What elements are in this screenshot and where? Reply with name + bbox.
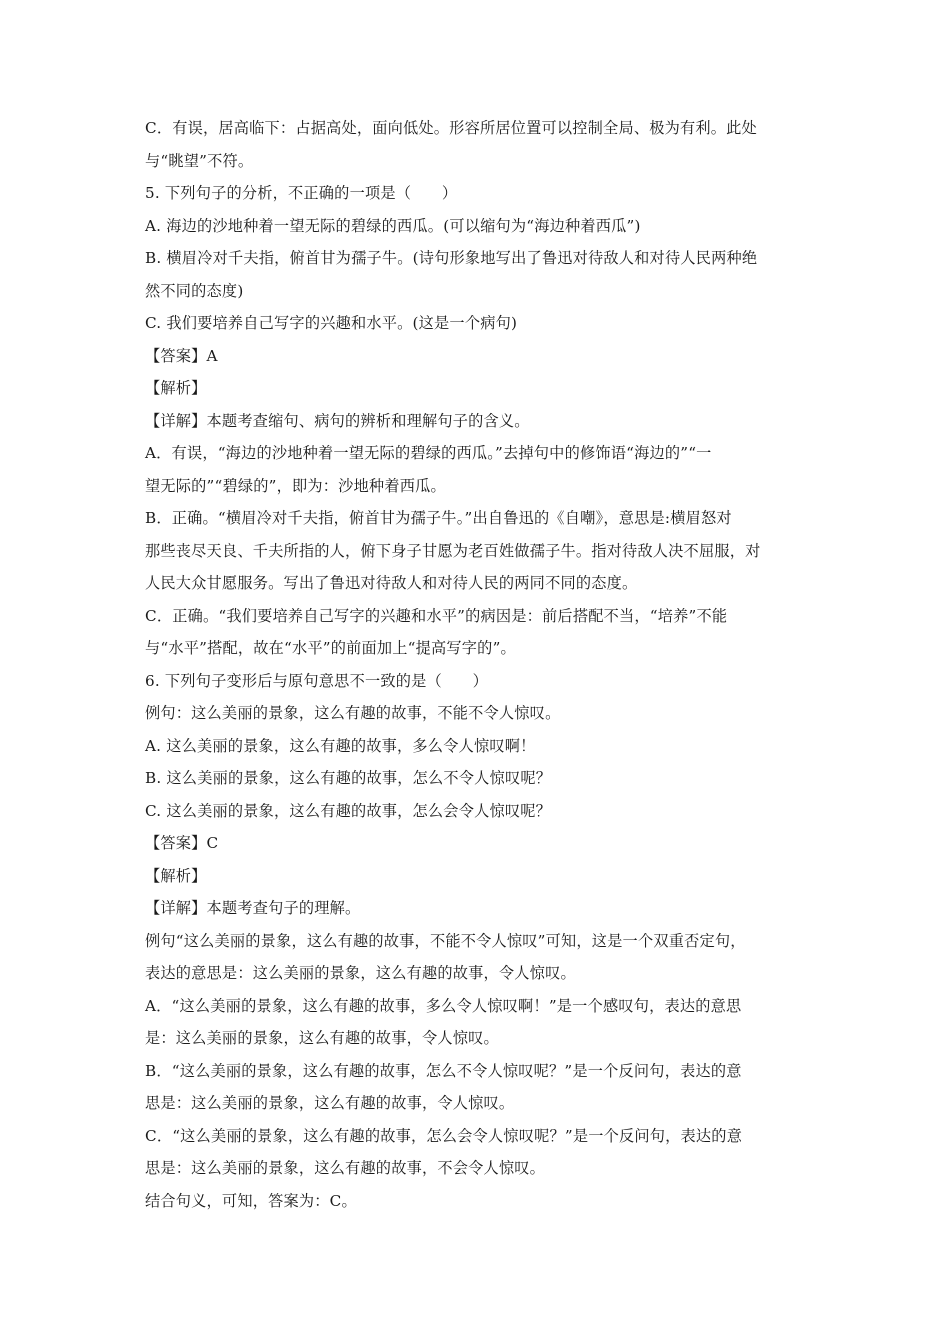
- question-6: 6. 下列句子变形后与原句意思不一致的是（ ）: [145, 671, 489, 690]
- option-c: C. 我们要培养自己写字的兴趣和水平。(这是一个病句): [145, 314, 518, 332]
- text-line: A．“这么美丽的景象，这么有趣的故事，多么令人惊叹啊！”是一个感叹句，表达的意思: [145, 996, 742, 1015]
- text-line: C．有误，居高临下：占据高处，面向低处。形容所居位置可以控制全局、极为有利。此处: [145, 119, 757, 137]
- conclusion: 结合句义，可知，答案为：C。: [145, 1191, 357, 1210]
- answer-label: 【答案】A: [145, 346, 218, 365]
- detail-label: 【详解】本题考查缩句、病句的辨析和理解句子的含义。: [145, 411, 530, 430]
- text-line: 例句“这么美丽的景象，这么有趣的故事，不能不令人惊叹”可知，这是一个双重否定句，: [145, 931, 746, 950]
- analysis-label: 【解析】: [145, 866, 207, 885]
- text-line: 与“水平”搭配，故在“水平”的前面加上“提高写字的”。: [145, 639, 516, 657]
- text-line: 然不同的态度): [145, 281, 244, 300]
- text-line: 与“眺望”不符。: [145, 151, 254, 170]
- text-line: 望无际的”“碧绿的”，即为：沙地种着西瓜。: [145, 476, 446, 495]
- text-line: A．有误，“海边的沙地种着一望无际的碧绿的西瓜。”去掉句中的修饰语“海边的”“一: [145, 444, 712, 462]
- option-c: C. 这么美丽的景象，这么有趣的故事，怎么会令人惊叹呢？: [145, 801, 552, 820]
- text-line: B．“这么美丽的景象，这么有趣的故事，怎么不令人惊叹呢？”是一个反问句，表达的意: [145, 1061, 742, 1080]
- example-sentence: 例句：这么美丽的景象，这么有趣的故事，不能不令人惊叹。: [145, 704, 561, 722]
- document-page: [145, 112, 815, 1217]
- text-line: 那些丧尽天良、千夫所指的人，俯下身子甘愿为老百姓做孺子牛。指对待敌人决不屈服，对: [145, 541, 761, 560]
- text-line: B．正确。“横眉冷对千夫指，俯首甘为孺子牛。”出自鲁迅的《自嘲》，意思是:横眉怒对: [145, 509, 732, 527]
- option-a: A. 这么美丽的景象，这么有趣的故事，多么令人惊叹啊！: [145, 736, 536, 755]
- answer-label: 【答案】C: [145, 834, 219, 852]
- detail-label: 【详解】本题考查句子的理解。: [145, 899, 361, 917]
- analysis-label: 【解析】: [145, 379, 207, 397]
- question-5: 5. 下列句子的分析，不正确的一项是（ ）: [145, 184, 458, 202]
- text-line: C．正确。“我们要培养自己写字的兴趣和水平”的病因是：前后搭配不当，“培养”不能: [145, 606, 728, 625]
- text-line: 思是：这么美丽的景象，这么有趣的故事，令人惊叹。: [145, 1094, 515, 1112]
- text-line: 思是：这么美丽的景象，这么有趣的故事，不会令人惊叹。: [145, 1159, 546, 1177]
- text-line: C．“这么美丽的景象，这么有趣的故事，怎么会令人惊叹呢？”是一个反问句，表达的意: [145, 1126, 743, 1145]
- text-line: 表达的意思是：这么美丽的景象，这么有趣的故事，令人惊叹。: [145, 964, 576, 982]
- option-b: B. 这么美丽的景象，这么有趣的故事，怎么不令人惊叹呢？: [145, 769, 552, 787]
- option-b: B. 横眉冷对千夫指，俯首甘为孺子牛。(诗句形象地写出了鲁迅对待敌人和对待人民两种绝: [145, 249, 758, 267]
- text-line: 是：这么美丽的景象，这么有趣的故事，令人惊叹。: [145, 1029, 499, 1047]
- text-line: 人民大众甘愿服务。写出了鲁迅对待敌人和对待人民的两同不同的态度。: [145, 574, 638, 592]
- option-a: A. 海边的沙地种着一望无际的碧绿的西瓜。(可以缩句为“海边种着西瓜”): [145, 216, 641, 235]
